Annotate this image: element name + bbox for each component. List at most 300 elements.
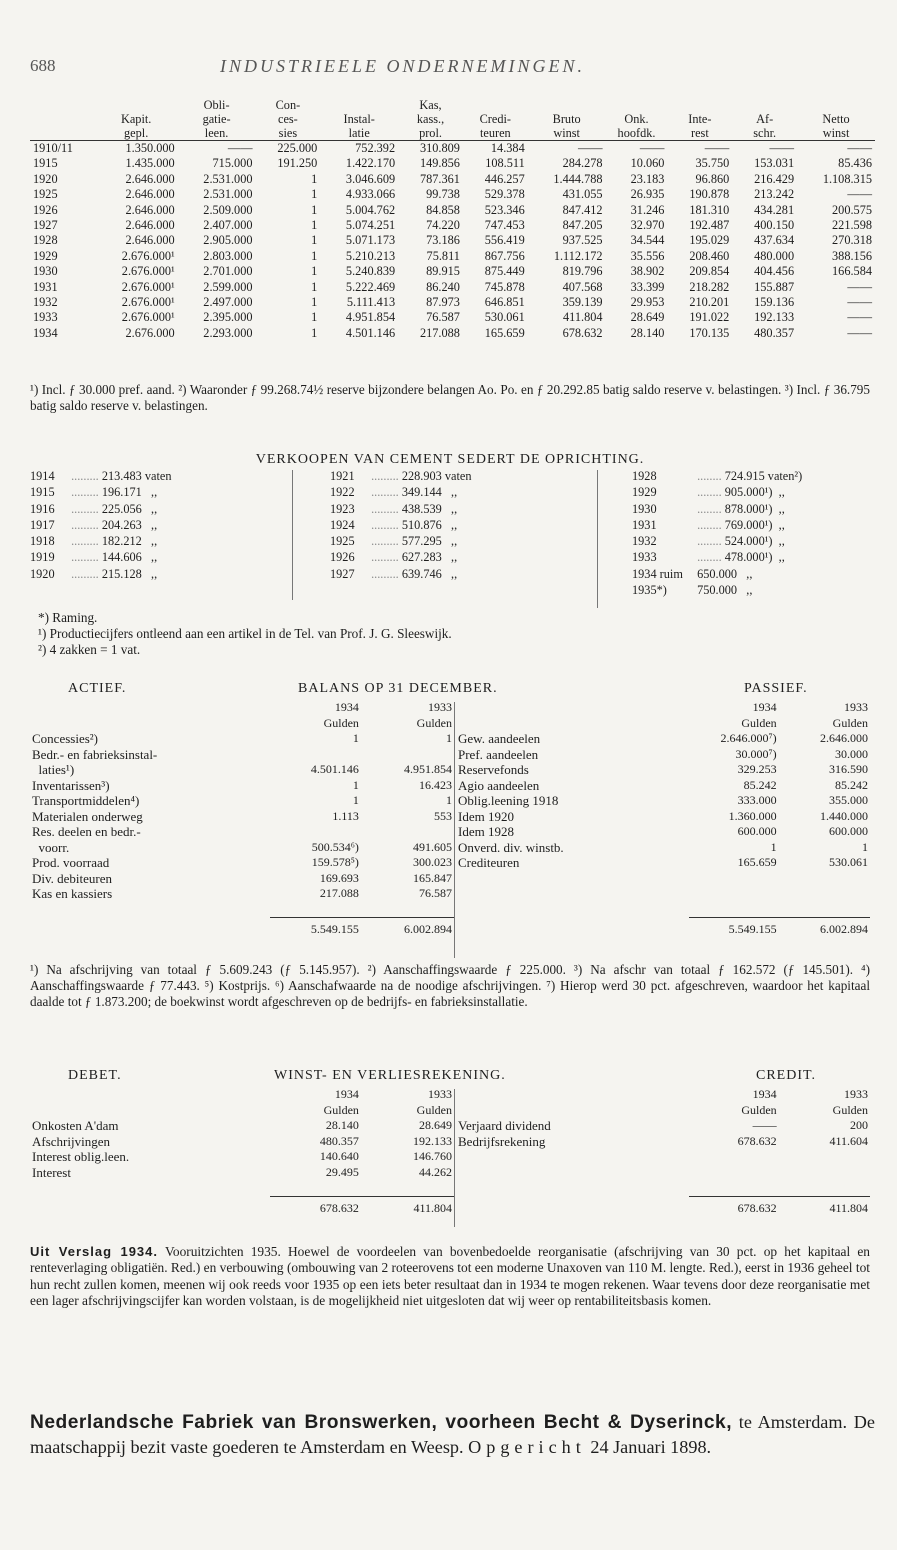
unit-header-row <box>30 1103 454 1119</box>
value-cell: 875.449 <box>484 264 525 279</box>
value-cell: 96.860 <box>695 171 730 186</box>
list-item <box>632 566 802 582</box>
value-cell: 10.060 <box>630 156 665 171</box>
value-1934: 480.357 <box>319 1133 359 1148</box>
row-label: Bedr.- en fabrieksinstal- <box>32 746 158 762</box>
row-label: Idem 1920 <box>458 808 514 824</box>
value-cell: 1.435.000 <box>125 156 175 171</box>
value-1934: 1 <box>352 731 359 745</box>
value-cell: 2.293.000 <box>203 325 253 340</box>
financial-history-table <box>30 98 875 341</box>
value-cell: 149.856 <box>419 156 460 171</box>
value-cell: 99.738 <box>426 187 460 202</box>
value-cell: —— <box>847 310 872 325</box>
value-cell: 166.584 <box>832 264 872 279</box>
table-row <box>456 778 870 794</box>
list-item <box>30 468 172 484</box>
list-item <box>632 533 802 549</box>
list-item <box>30 533 172 549</box>
value-cell: 192.133 <box>754 310 795 325</box>
value-cell: 556.419 <box>484 233 525 248</box>
list-item <box>632 549 802 565</box>
value-cell: 210.201 <box>689 295 730 310</box>
value-cell: 221.598 <box>832 218 872 233</box>
value-cell: 1.444.788 <box>553 171 603 186</box>
table-row <box>456 731 870 747</box>
column-header: Inte- rest <box>667 98 732 141</box>
value-cell: —— <box>577 141 603 155</box>
year-header: 1934 <box>752 1087 777 1101</box>
list-item <box>30 501 172 517</box>
value-cell: 5.240.839 <box>345 264 396 279</box>
row-label: Kas en kassiers <box>32 886 113 901</box>
total-row <box>30 918 454 938</box>
spacer <box>30 1103 270 1119</box>
sales-column-2 <box>330 468 472 582</box>
year-cell: 1925 <box>33 187 58 202</box>
page-number: 688 <box>30 56 56 75</box>
row-label: Verjaard dividend <box>458 1118 551 1133</box>
spacer-row <box>30 1180 454 1196</box>
heading-winst-verlies: WINST- EN VERLIESREKENING. <box>274 1068 506 1083</box>
list-item <box>30 549 172 565</box>
year-header: 1934 <box>334 700 359 714</box>
year-cell: 1933 <box>33 310 58 325</box>
sales-year: 1922 <box>330 485 355 500</box>
value-cell: 23.183 <box>630 171 665 186</box>
year-cell: 1932 <box>33 295 58 310</box>
spacer-row <box>456 871 870 887</box>
value-cell: 523.346 <box>484 202 525 217</box>
value-cell: 715.000 <box>212 156 253 171</box>
column-header: Obli- gatie- leen. <box>178 98 256 141</box>
value-cell: 937.525 <box>562 233 603 248</box>
row-label: Pref. aandeelen <box>458 746 539 762</box>
value-cell: 14.384 <box>490 141 525 155</box>
value-cell: 2.509.000 <box>203 202 253 217</box>
value-cell: 218.282 <box>689 279 730 294</box>
spacer-row <box>456 1149 870 1165</box>
spacer <box>30 716 270 732</box>
sales-value: 650.000 ,, <box>697 566 753 581</box>
value-cell: 38.902 <box>630 264 665 279</box>
table-row <box>456 855 870 871</box>
unit-header: Gulden <box>832 715 868 730</box>
value-1933: 355.000 <box>829 793 868 807</box>
value-cell: 2.531.000 <box>203 187 253 202</box>
sales-value: 144.606 ,, <box>101 550 158 565</box>
sales-value: 524.000¹) ,, <box>724 534 785 549</box>
table-row <box>456 793 870 809</box>
value-cell: 2.905.000 <box>203 233 253 248</box>
value-cell: 108.511 <box>485 156 525 171</box>
row-label: Onverd. div. winstb. <box>458 839 564 855</box>
column-header: Af- schr. <box>732 98 797 141</box>
table-row <box>456 824 870 840</box>
row-label: laties¹) <box>32 762 75 777</box>
sales-year: 1933 <box>632 550 657 565</box>
total-row <box>456 1196 870 1216</box>
value-cell: 2.646.000 <box>125 218 175 233</box>
unit-header-row <box>456 1103 870 1119</box>
sales-value: 349.144 ,, <box>401 485 458 500</box>
spacer <box>456 716 689 732</box>
value-cell: 1 <box>311 171 318 186</box>
value-cell: 213.242 <box>754 187 795 202</box>
year-header: 1933 <box>428 1087 452 1101</box>
value-cell: 28.140 <box>630 325 665 340</box>
value-1933: 85.242 <box>835 777 868 792</box>
table-row <box>30 778 454 794</box>
value-cell: 155.887 <box>754 279 795 294</box>
sales-year: 1928 <box>632 469 657 483</box>
table-row <box>30 264 875 279</box>
row-label: Idem 1928 <box>458 824 514 839</box>
value-1933: 30.000 <box>835 746 868 761</box>
value-cell: 1.350.000 <box>125 141 175 155</box>
value-cell: 1 <box>311 325 318 340</box>
spacer <box>30 918 270 938</box>
value-cell: 86.240 <box>426 279 460 294</box>
value-cell: 5.071.173 <box>345 233 396 248</box>
heading-debet: DEBET. <box>68 1068 122 1083</box>
value-1933 <box>361 747 454 763</box>
value-cell: 35.556 <box>630 248 665 263</box>
column-header <box>30 98 95 141</box>
value-1933: 553 <box>434 808 452 823</box>
company-entry <box>30 1410 875 1460</box>
value-1934: 159.578⁵) <box>311 855 359 869</box>
unit-header: Gulden <box>323 1102 359 1117</box>
column-header: Netto winst <box>797 98 875 141</box>
value-cell: 1 <box>311 279 318 294</box>
year-header: 1934 <box>334 1087 359 1101</box>
unit-header-row <box>30 716 454 732</box>
balance-divider <box>454 702 455 958</box>
total-1933: 6.002.894 <box>779 918 870 938</box>
value-cell: 28.649 <box>630 310 665 325</box>
table-row <box>30 1134 454 1150</box>
value-1934: 1.113 <box>332 808 359 823</box>
table-row <box>30 871 454 887</box>
sales-value: 438.539 ,, <box>401 501 458 516</box>
table-row <box>456 1118 870 1134</box>
value-1934: 217.088 <box>319 886 359 900</box>
value-cell: 1 <box>311 264 318 279</box>
list-item <box>330 533 472 549</box>
value-cell: 411.804 <box>563 310 603 325</box>
footnote: ¹) Productiecijfers ontleend aan een artikel in de Tel. van Prof. J. G. Sleeswijk. <box>38 626 452 641</box>
year-header-row <box>30 700 454 716</box>
table-row <box>30 326 875 341</box>
value-1934: 28.140 <box>325 1118 359 1132</box>
table-row <box>30 1118 454 1134</box>
value-cell: —— <box>847 279 872 294</box>
row-label: Reservefonds <box>458 762 529 777</box>
value-cell: 2.646.000 <box>125 171 175 186</box>
sales-year: 1929 <box>632 485 657 500</box>
value-cell: 2.803.000 <box>203 248 253 263</box>
sales-value: 577.295 ,, <box>401 534 458 549</box>
value-cell: 191.250 <box>277 156 318 171</box>
year-header-row <box>30 1087 454 1103</box>
value-1934: 2.646.000⁷) <box>720 731 777 745</box>
leader-dots: ......... <box>68 517 102 532</box>
table-row <box>30 886 454 902</box>
value-cell: 29.953 <box>630 295 665 310</box>
value-cell: 5.111.413 <box>346 295 396 310</box>
value-1933: 165.847 <box>413 870 452 885</box>
sales-year: 1924 <box>330 517 355 532</box>
value-cell: 34.544 <box>630 233 665 248</box>
value-cell: 270.318 <box>832 233 872 248</box>
sales-value: 228.903 vaten <box>401 469 472 483</box>
value-cell: 284.278 <box>562 156 603 171</box>
table-header-row <box>30 98 875 141</box>
list-item <box>30 566 172 582</box>
sales-value: 478.000¹) ,, <box>724 550 785 565</box>
year-header-row <box>456 1087 870 1103</box>
value-cell: 87.973 <box>426 295 460 310</box>
spacer <box>456 1087 689 1103</box>
table-row <box>30 203 875 218</box>
sales-column-1 <box>30 468 172 582</box>
total-1934: 678.632 <box>689 1196 778 1216</box>
spacer <box>456 1103 689 1119</box>
value-cell: 181.310 <box>689 202 730 217</box>
column-header: Kas, kass., prol. <box>398 98 463 141</box>
page-header <box>30 56 867 86</box>
value-cell: 407.568 <box>562 279 603 294</box>
unit-header: Gulden <box>323 715 359 730</box>
sales-value: 196.171 ,, <box>101 485 158 500</box>
sales-value: 769.000¹) ,, <box>724 517 785 532</box>
row-label: Bedrijfsrekening <box>458 1133 546 1149</box>
list-item <box>632 468 802 484</box>
leader-dots: ......... <box>368 566 402 581</box>
value-cell: 2.646.000 <box>125 187 175 202</box>
report-lead: Uit Verslag 1934. <box>30 1244 158 1259</box>
row-label: Agio aandeelen <box>458 777 540 793</box>
value-1934: 600.000 <box>737 824 777 838</box>
value-cell: 153.031 <box>754 156 795 171</box>
sales-value: 215.128 ,, <box>101 566 158 581</box>
value-cell: 5.004.762 <box>345 202 396 217</box>
year-cell: 1929 <box>33 248 58 263</box>
table-row <box>30 141 875 157</box>
value-1933: 28.649 <box>419 1118 452 1132</box>
table-row <box>30 1149 454 1165</box>
value-cell: 190.878 <box>689 187 730 202</box>
value-cell: 191.022 <box>689 310 730 325</box>
leader-dots: ......... <box>368 534 402 549</box>
value-cell: 787.361 <box>419 171 460 186</box>
value-1934: 29.495 <box>325 1164 359 1179</box>
value-cell: 530.061 <box>484 310 525 325</box>
pl-divider <box>454 1089 455 1227</box>
value-1933: 200 <box>850 1118 868 1132</box>
unit-header: Gulden <box>416 1102 452 1117</box>
row-label: Crediteuren <box>458 855 520 870</box>
column-header: Kapit. gepl. <box>95 98 178 141</box>
table-row <box>456 1134 870 1150</box>
footnote: *) Raming. <box>38 610 98 625</box>
value-cell: 209.854 <box>689 264 730 279</box>
leader-dots: ......... <box>68 501 102 516</box>
table-row <box>30 855 454 871</box>
sales-year: 1925 <box>330 534 355 549</box>
list-item <box>330 566 472 582</box>
value-1934: 1.360.000 <box>728 808 777 823</box>
sales-column-3 <box>632 468 802 598</box>
sales-year: 1918 <box>30 534 55 549</box>
row-label: Res. deelen en bedr.- <box>32 824 141 839</box>
leader-dots: ......... <box>368 550 402 565</box>
value-1934: 140.640 <box>319 1149 359 1163</box>
value-cell: 1.108.315 <box>822 171 872 186</box>
value-cell: 5.074.251 <box>345 218 396 233</box>
value-cell: —— <box>704 141 730 155</box>
balance-headings <box>30 681 870 699</box>
leader-dots: ........ <box>694 517 725 532</box>
table-row <box>30 762 454 778</box>
leader-dots: ......... <box>368 469 402 483</box>
value-cell: 33.399 <box>630 279 665 294</box>
value-cell: 1 <box>311 248 318 263</box>
year-header: 1933 <box>844 1087 868 1101</box>
row-label: Transportmiddelen⁴) <box>32 793 140 808</box>
spacer <box>30 1196 270 1216</box>
value-cell: 1.422.170 <box>345 156 396 171</box>
value-cell: 76.587 <box>426 310 460 325</box>
value-cell: 1 <box>311 310 318 325</box>
spacer <box>30 1087 270 1103</box>
section-title-verkoopen: VERKOOPEN VAN CEMENT SEDERT DE OPRICHTING. <box>255 452 645 467</box>
value-1933: 4.951.854 <box>404 762 452 776</box>
value-cell: 84.858 <box>426 202 460 217</box>
value-cell: 2.676.000¹ <box>121 295 175 310</box>
value-cell: 73.186 <box>426 233 460 248</box>
value-cell: 446.257 <box>484 171 525 186</box>
value-cell: 217.088 <box>419 325 460 340</box>
value-1933: 491.605 <box>413 839 452 854</box>
value-cell: 225.000 <box>277 141 318 155</box>
value-cell: 480.357 <box>754 325 795 340</box>
row-label: Oblig.leening 1918 <box>458 793 559 808</box>
table-row <box>30 731 454 747</box>
table-row <box>456 840 870 856</box>
value-1934: 30.000⁷) <box>735 746 777 761</box>
table-row <box>30 172 875 187</box>
balance-actief <box>30 700 454 938</box>
leader-dots: ........ <box>694 485 725 500</box>
value-1934 <box>270 824 361 840</box>
value-cell: 2.646.000 <box>125 233 175 248</box>
value-cell: 74.220 <box>426 218 460 233</box>
value-cell: 35.750 <box>695 156 730 171</box>
value-cell: 1 <box>311 233 318 248</box>
company-name: Nederlandsche Fabriek van Bronswerken, voorheen Becht & Dyserinck, <box>30 1412 733 1433</box>
value-1934: 1 <box>352 777 359 792</box>
value-cell: 159.136 <box>754 295 795 310</box>
value-1934: 333.000 <box>737 793 777 807</box>
sales-value: 182.212 ,, <box>101 534 158 549</box>
list-item <box>330 484 472 500</box>
table-row <box>30 824 454 840</box>
sales-year: 1935*) <box>632 583 667 598</box>
value-cell: 1 <box>311 295 318 310</box>
footnote: ²) 4 zakken = 1 vat. <box>38 642 141 657</box>
value-cell: 2.531.000 <box>203 171 253 186</box>
spacer-row <box>456 1165 870 1181</box>
value-cell: 195.029 <box>689 233 730 248</box>
row-label: voorr. <box>32 839 70 855</box>
leader-dots: ......... <box>68 485 102 500</box>
row-label: Materialen onderweg <box>32 808 143 824</box>
value-cell: 2.676.000¹ <box>121 248 175 263</box>
leader-dots: ......... <box>68 469 102 483</box>
sales-value: 905.000¹) ,, <box>724 485 785 500</box>
year-cell: 1927 <box>33 218 58 233</box>
column-header: Onk. hoofdk. <box>606 98 668 141</box>
value-cell: —— <box>639 141 665 155</box>
unit-header: Gulden <box>832 1102 868 1117</box>
year-header-row <box>456 700 870 716</box>
value-1934: 678.632 <box>737 1133 777 1148</box>
leader-dots: ......... <box>68 566 102 581</box>
sales-value: 204.263 ,, <box>101 517 158 532</box>
value-cell: 867.756 <box>484 248 525 263</box>
list-item <box>632 582 802 598</box>
table-row <box>30 249 875 264</box>
value-cell: 170.135 <box>689 325 730 340</box>
sales-year: 1919 <box>30 550 55 565</box>
sales-value: 639.746 ,, <box>401 566 458 581</box>
value-cell: 208.460 <box>689 248 730 263</box>
value-cell: 431.055 <box>562 187 603 202</box>
leader-dots: ......... <box>68 534 102 549</box>
value-cell: 747.453 <box>484 218 525 233</box>
sales-value: 627.283 ,, <box>401 550 458 565</box>
table-row <box>30 295 875 310</box>
sales-footnotes <box>38 610 878 658</box>
value-cell: 646.851 <box>484 295 525 310</box>
table-row <box>456 747 870 763</box>
year-cell: 1926 <box>33 202 58 217</box>
value-cell: 200.575 <box>832 202 872 217</box>
sales-year: 1931 <box>632 517 657 532</box>
list-item <box>632 501 802 517</box>
value-1934: 169.693 <box>319 870 359 885</box>
value-1933: 1 <box>446 793 452 807</box>
value-cell: 437.634 <box>754 233 795 248</box>
value-cell: 1 <box>311 187 318 202</box>
table-row <box>456 762 870 778</box>
value-cell: 192.487 <box>689 218 730 233</box>
value-cell: 1 <box>311 202 318 217</box>
value-cell: 847.205 <box>562 218 603 233</box>
pl-headings <box>30 1068 870 1086</box>
value-1934: 1 <box>770 839 777 854</box>
pl-credit <box>456 1087 870 1216</box>
value-cell: 5.222.469 <box>345 279 396 294</box>
column-header: Credi- teuren <box>463 98 528 141</box>
value-cell: 2.676.000¹ <box>121 279 175 294</box>
table-row <box>456 809 870 825</box>
sales-year: 1923 <box>330 501 355 516</box>
year-header: 1934 <box>752 700 777 714</box>
value-1933: 316.590 <box>829 762 868 776</box>
